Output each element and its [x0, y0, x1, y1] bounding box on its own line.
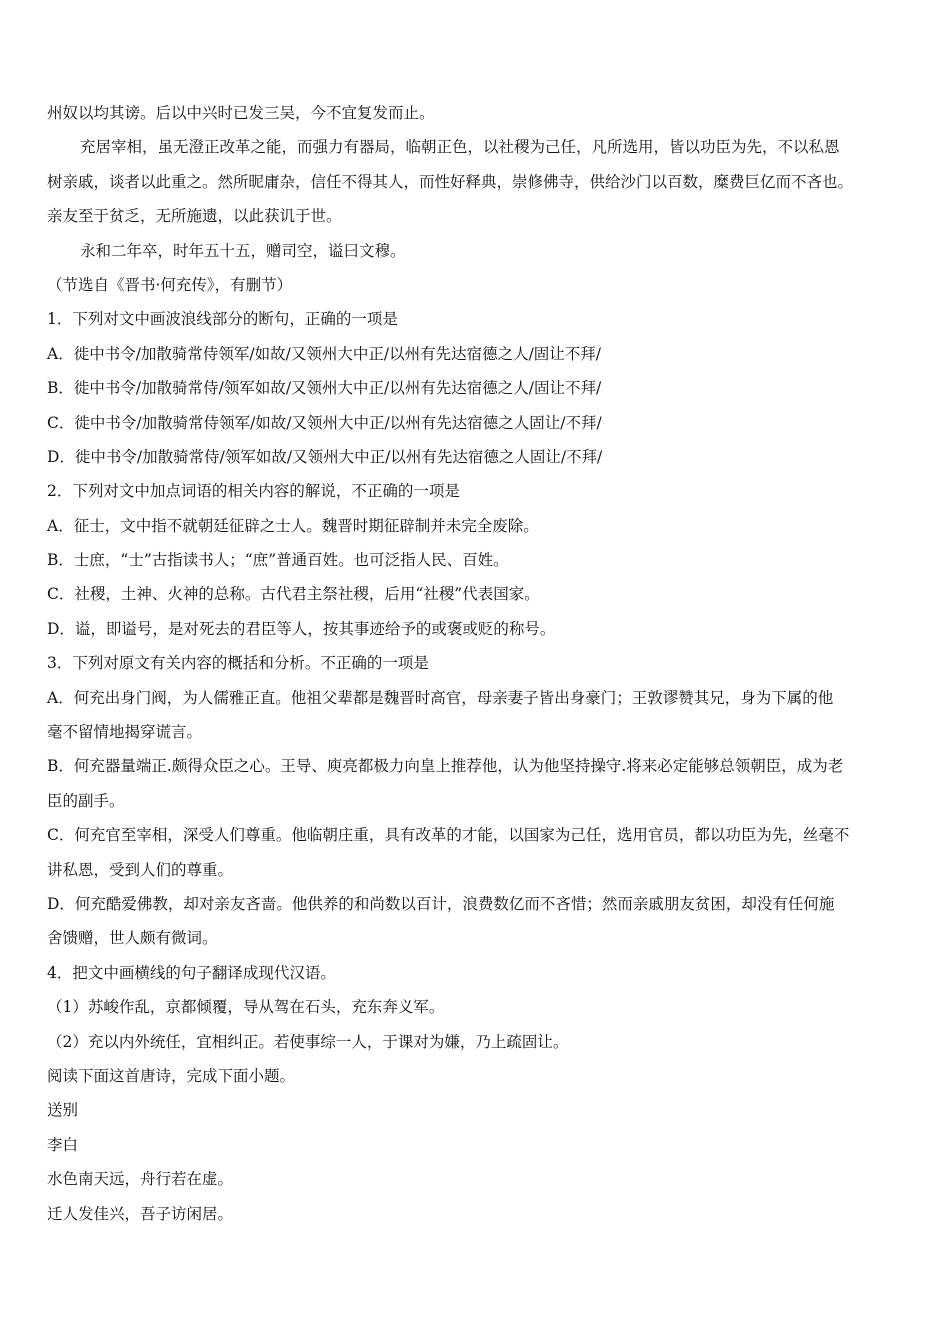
sub-question-2: （2）充以内外统任，宜相纠正。若使事综一人，于课对为嫌，乃上疏固让。 — [47, 1032, 569, 1051]
question-stem: 3．下列对原文有关内容的概括和分析。不正确的一项是 — [47, 654, 429, 673]
passage-line: 树亲戚，谈者以此重之。然所昵庸杂，信任不得其人，而性好释典，崇修佛寺，供给沙门以百数，糜费巨亿而不吝也。 — [47, 172, 854, 191]
option-d: D．谥，即谥号，是对死去的君臣等人，按其事迹给予的或褒或贬的称号。 — [47, 619, 556, 638]
passage — [47, 96, 917, 302]
option-b: B．徙中书令/加散骑常侍/领军如故/又领州大中正/以州有先达宿德之人/固让不拜/ — [47, 379, 602, 398]
poem-title: 送别 — [47, 1101, 79, 1120]
option-a-cont: 毫不留情地揭穿谎言。 — [47, 723, 203, 742]
passage-line: 充居宰相，虽无澄正改革之能，而强力有器局，临朝正色，以社稷为己任，凡所选用，皆以功臣为先，不以私恩 — [80, 138, 840, 157]
option-d: D．何充酷爱佛教，却对亲友吝啬。他供养的和尚数以百计，浪费数亿而不吝惜；然而亲戚朋友贫困，却没有任何施 — [47, 894, 835, 913]
question-stem: 2．下列对文中加点词语的相关内容的解说，不正确的一项是 — [47, 482, 460, 501]
poem-intro: 阅读下面这首唐诗，完成下面小题。 — [47, 1066, 296, 1085]
option-c: C．何充官至宰相，深受人们尊重。他临朝庄重，具有改革的才能，以国家为己任，选用官员，都以功臣为先，丝毫不 — [47, 826, 850, 845]
option-b: B．何充器量端正.颇得众臣之心。王导、庾亮都极力向皇上推荐他，认为他坚持操守.将来必定能够总领朝臣，成为老 — [47, 757, 844, 776]
option-c: C．社稷，土神、火神的总称。古代君主祭社稷，后用“社稷”代表国家。 — [47, 585, 540, 604]
question-3 — [47, 646, 917, 956]
passage-line: 州奴以均其谤。后以中兴时已发三吴，今不宜复发而止。 — [47, 104, 435, 122]
option-a: A．何充出身门阀，为人儒雅正直。他祖父辈都是魏晋时高官，母亲妻子皆出身豪门；王敦谬赞其兄，身为下属的他 — [47, 688, 834, 707]
document-page — [47, 96, 917, 1231]
poem-line: 迁人发佳兴，吾子访闲居。 — [47, 1204, 234, 1223]
poem-line: 水色南天远，舟行若在虚。 — [47, 1170, 234, 1189]
question-4 — [47, 956, 917, 1059]
passage-line: 永和二年卒，时年五十五，赠司空，谥曰文穆。 — [80, 241, 406, 260]
sub-question-1: （1）苏峻作乱，京都倾覆，导从驾在石头，充东奔义军。 — [47, 998, 445, 1017]
passage-line: 亲友至于贫乏，无所施遗，以此获讥于世。 — [47, 207, 342, 226]
question-2 — [47, 474, 917, 646]
question-stem: 4．把文中画横线的句子翻译成现代汉语。 — [47, 963, 336, 982]
option-d: D．徙中书令/加散骑常侍/领军如故/又领州大中正/以州有先达宿德之人固让/不拜/ — [47, 447, 603, 466]
option-b-cont: 臣的副手。 — [47, 791, 125, 810]
option-c-cont: 讲私恩，受到人们的尊重。 — [47, 860, 234, 879]
poem-author: 李白 — [47, 1135, 79, 1154]
poem-section — [47, 1059, 917, 1231]
option-d-cont: 舍馈赠，世人颇有微词。 — [47, 929, 218, 948]
question-stem: 1．下列对文中画波浪线部分的断句，正确的一项是 — [47, 310, 398, 329]
passage-source: （节选自《晋书·何充传》，有删节） — [47, 275, 293, 294]
option-a: A．征士，文中指不就朝廷征辟之士人。魏晋时期征辟制并未完全废除。 — [47, 516, 539, 535]
option-c: C．徙中书令/加散骑常侍领军/如故/又领州大中正/以州有先达宿德之人固让/不拜/ — [47, 413, 602, 432]
question-1 — [47, 302, 917, 474]
option-a: A．徙中书令/加散骑常侍领军/如故/又领州大中正/以州有先达宿德之人/固让不拜/ — [47, 344, 602, 363]
option-b: B．士庶，“士”古指读书人；“庶”普通百姓。也可泛指人民、百姓。 — [47, 551, 509, 570]
